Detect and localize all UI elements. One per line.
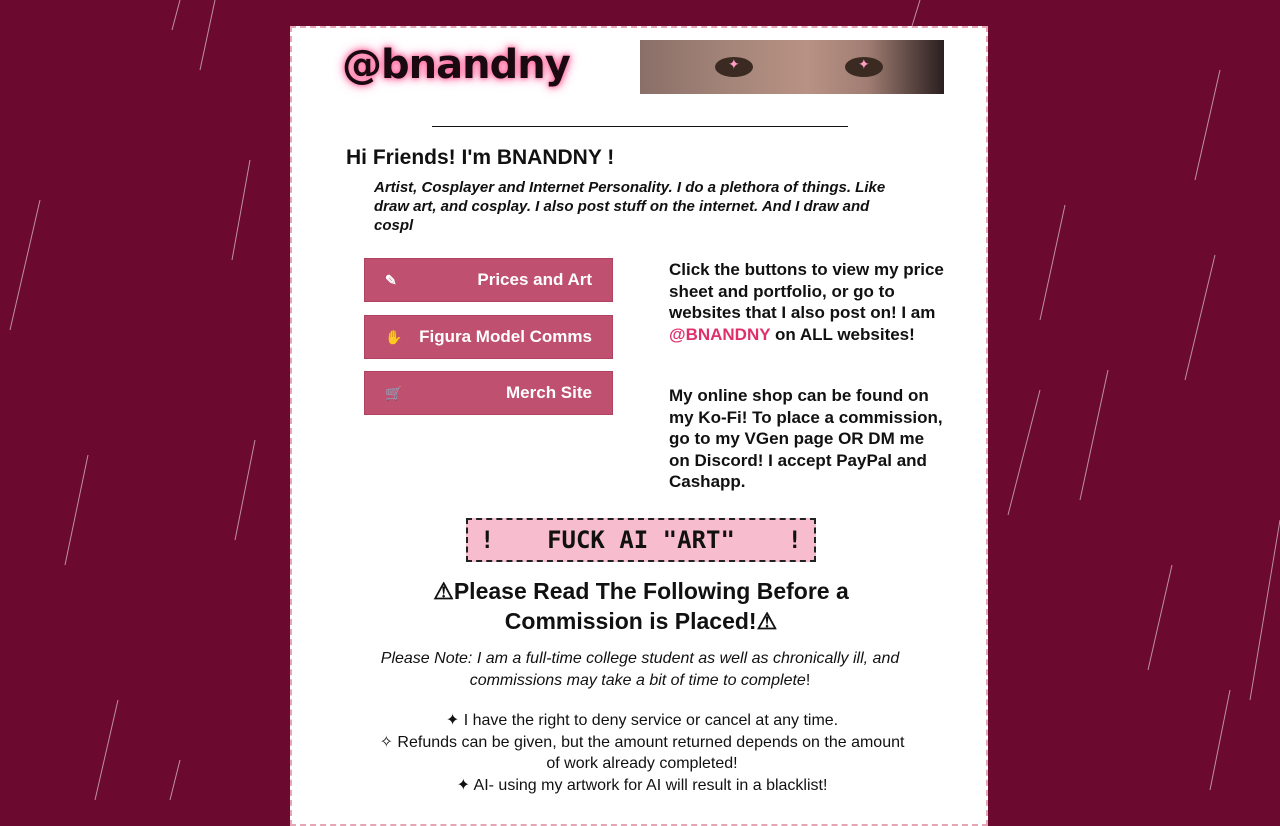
figura-model-comms-button[interactable] [364, 315, 613, 359]
button-label: Figura Model Comms [419, 327, 592, 346]
notice-title-line: Commission is Placed!⚠ [504, 608, 778, 634]
student-note [350, 648, 930, 692]
paintbrush-icon: ✎ [385, 271, 397, 288]
prices-and-art-button[interactable] [364, 258, 613, 302]
note-end: ! [805, 672, 811, 689]
button-label: Prices and Art [477, 270, 592, 289]
greeting-heading: Hi Friends! I'm BNANDNY ! [346, 146, 615, 169]
paint-hand-icon: ✋ [385, 328, 403, 345]
eyes-banner-image [640, 40, 944, 94]
anti-ai-text: FUCK AI "ART" [547, 526, 735, 554]
merch-site-button[interactable] [364, 371, 613, 415]
info-text: on ALL websites! [770, 324, 915, 344]
sparkle-icon: ✦ [728, 56, 740, 72]
site-title: @bnandny [342, 42, 570, 88]
commission-notice-title [292, 576, 990, 636]
handle-link[interactable]: @BNANDNY [669, 324, 771, 344]
exclamation-mark: ! [480, 526, 495, 554]
rule-item: ✦ AI- using my artwork for AI will result in a blacklist! [456, 776, 828, 794]
content-card [290, 26, 988, 826]
sparkle-icon: ✦ [858, 56, 870, 72]
info-text: Click the buttons to view my price sheet and portfolio, or go to websites that I also post on! I am [669, 260, 944, 323]
rule-item: ✧ Refunds can be given, but the amount returned depends on the amount of work already completed! [379, 733, 905, 772]
info-paragraph-shop: My online shop can be found on my Ko-Fi! To place a commission, go to my VGen page OR DM me on Discord! I accept PayPal and Cashapp. [669, 386, 943, 492]
notice-title-line: ⚠Please Read The Following Before a [433, 578, 849, 604]
commission-rules-list [372, 710, 912, 796]
bio-text: Artist, Cosplayer and Internet Personality. I do a plethora of things. Like draw art, and cosplay. I also post stuff on the internet. And I draw and cospl [374, 179, 886, 234]
exclamation-mark: ! [787, 526, 802, 554]
note-text: Please Note: I am a full-time college student as well as chronically ill, and commissions may take a bit of time to complete [380, 650, 900, 689]
cart-icon: 🛒 [385, 384, 403, 401]
rule-item: ✦ I have the right to deny service or cancel at any time. [445, 712, 839, 729]
anti-ai-banner [466, 518, 816, 562]
header-divider [432, 126, 848, 127]
button-label: Merch Site [506, 383, 592, 402]
info-paragraph-buttons [669, 259, 945, 345]
